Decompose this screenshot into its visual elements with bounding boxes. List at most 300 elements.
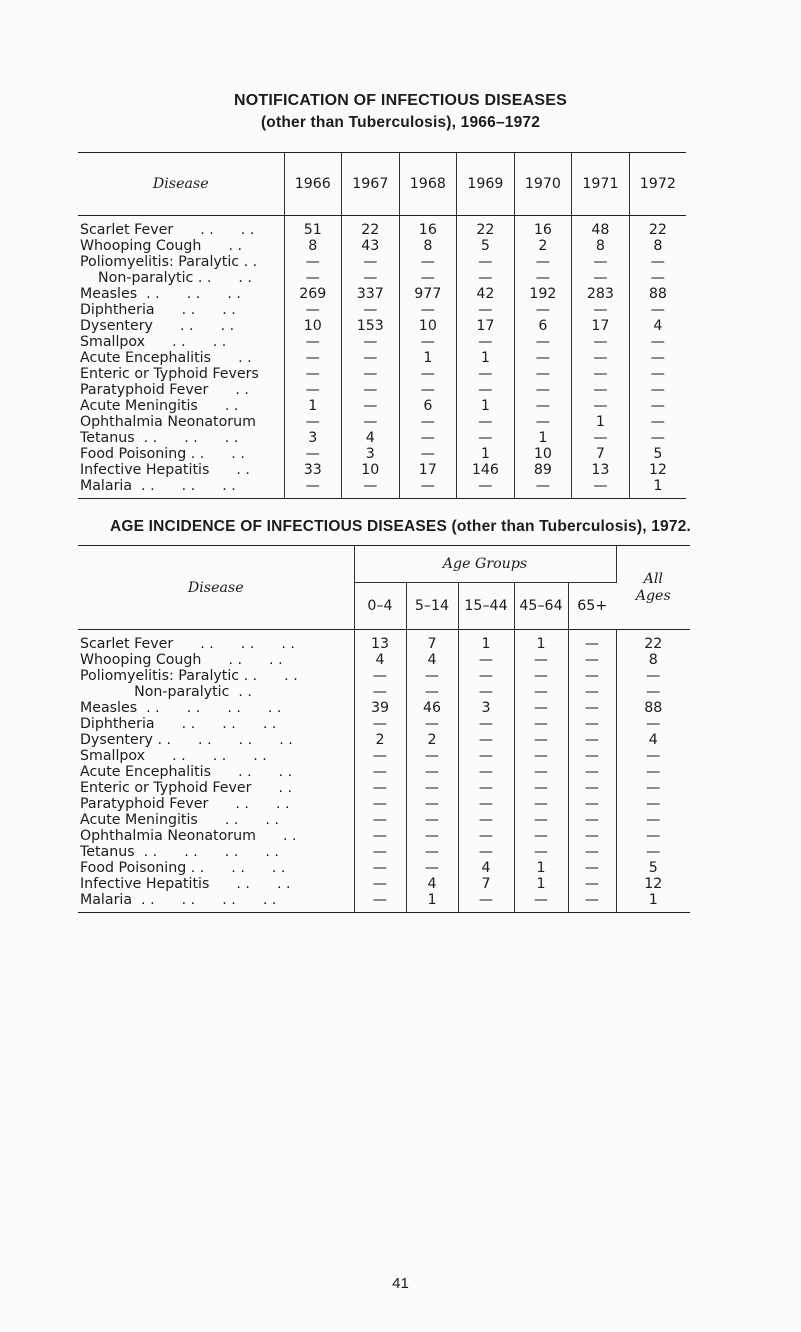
table-cell: — xyxy=(406,780,458,796)
table-cell: 1 xyxy=(284,398,342,414)
table-cell: — xyxy=(406,764,458,780)
table-cell: — xyxy=(342,334,400,350)
table-cell: — xyxy=(616,812,690,828)
table-cell: — xyxy=(616,780,690,796)
table-cell: 12 xyxy=(629,462,686,478)
disease-label: Malaria . . . . . . . . xyxy=(78,892,354,913)
table-cell: — xyxy=(514,812,568,828)
table-cell: 17 xyxy=(572,318,630,334)
disease-label: Food Poisoning . . . . xyxy=(80,446,245,462)
age-group-header: 15–44 xyxy=(458,583,514,630)
table-cell: — xyxy=(568,828,616,844)
year-column-header: 1966 xyxy=(284,153,342,216)
disease-label: Scarlet Fever . . . . xyxy=(80,222,255,238)
table-cell: — xyxy=(406,796,458,812)
table-cell: — xyxy=(572,366,630,382)
table-cell: — xyxy=(399,430,457,446)
table-row xyxy=(78,684,690,700)
table-cell: — xyxy=(406,748,458,764)
table-cell: — xyxy=(406,668,458,684)
disease-label: Measles . . . . . . . . xyxy=(80,700,282,716)
age-groups-header: Age Groups xyxy=(354,546,616,583)
table-cell: — xyxy=(399,382,457,398)
table-cell: — xyxy=(342,366,400,382)
disease-label: Acute Meningitis . . . . xyxy=(80,812,279,828)
table-row xyxy=(78,334,686,350)
table-cell: 17 xyxy=(457,318,515,334)
table-cell: — xyxy=(458,892,514,913)
table-cell: 4 xyxy=(406,876,458,892)
table-cell: — xyxy=(514,732,568,748)
disease-label: Dysentery . . . . . . . . xyxy=(80,732,293,748)
table-cell: — xyxy=(514,270,572,286)
table-cell: 1 xyxy=(457,350,515,366)
table-cell: 4 xyxy=(458,860,514,876)
table-row xyxy=(78,382,686,398)
table-cell: — xyxy=(616,716,690,732)
table-cell: — xyxy=(399,478,457,499)
table-cell: — xyxy=(616,668,690,684)
table-cell: 1 xyxy=(514,430,572,446)
table-cell: — xyxy=(457,254,515,270)
table-cell: — xyxy=(568,780,616,796)
table-cell: 88 xyxy=(629,286,686,302)
table-cell: 2 xyxy=(514,238,572,254)
table-cell: — xyxy=(342,478,400,499)
table-cell: — xyxy=(458,780,514,796)
disease-label: Dysentery . . . . xyxy=(80,318,235,334)
age-group-header: 65+ xyxy=(568,583,616,630)
disease-label: Infective Hepatitis . . . . xyxy=(80,876,291,892)
table-cell: — xyxy=(616,764,690,780)
table-cell: 1 xyxy=(514,876,568,892)
table-cell: 269 xyxy=(284,286,342,302)
table-cell: — xyxy=(457,302,515,318)
disease-label: Enteric or Typhoid Fever . . xyxy=(80,780,292,796)
table-row xyxy=(78,366,686,382)
table-cell: — xyxy=(458,732,514,748)
table-cell: — xyxy=(342,382,400,398)
table-cell: — xyxy=(514,780,568,796)
table-cell: — xyxy=(342,254,400,270)
table-cell: 22 xyxy=(629,216,686,239)
table-cell: — xyxy=(354,780,406,796)
table-cell: — xyxy=(284,382,342,398)
table-cell: — xyxy=(629,398,686,414)
table-cell: — xyxy=(354,828,406,844)
table-cell: — xyxy=(514,844,568,860)
table-cell: — xyxy=(568,892,616,913)
table1-subtitle: (other than Tuberculosis), 1966–1972 xyxy=(260,114,541,131)
table-cell: — xyxy=(406,828,458,844)
table-row xyxy=(78,216,686,239)
table-cell: — xyxy=(514,398,572,414)
table-cell: 43 xyxy=(342,238,400,254)
table-cell: — xyxy=(514,478,572,499)
table-cell: 46 xyxy=(406,700,458,716)
table-cell: — xyxy=(406,812,458,828)
disease-label: Ophthalmia Neonatorum . . xyxy=(80,828,297,844)
table-cell: 10 xyxy=(342,462,400,478)
table-row xyxy=(78,764,690,780)
table-row xyxy=(78,780,690,796)
disease-label: Food Poisoning . . . . . . xyxy=(80,860,286,876)
table-cell: — xyxy=(354,668,406,684)
year-column-header: 1971 xyxy=(572,153,630,216)
table-cell: 17 xyxy=(399,462,457,478)
table-cell: 22 xyxy=(616,630,690,653)
disease-label: Tetanus . . . . . . . . xyxy=(80,844,279,860)
table-cell: — xyxy=(568,732,616,748)
table-cell: 12 xyxy=(616,876,690,892)
table-cell: — xyxy=(568,860,616,876)
table-cell: — xyxy=(284,414,342,430)
table-row xyxy=(78,478,686,499)
table-row xyxy=(78,238,686,254)
table-cell: — xyxy=(354,684,406,700)
table-cell: — xyxy=(354,876,406,892)
table-cell: 5 xyxy=(457,238,515,254)
age-group-header: 0–4 xyxy=(354,583,406,630)
table-cell: 10 xyxy=(399,318,457,334)
table-cell: 1 xyxy=(399,350,457,366)
table-cell: 13 xyxy=(354,630,406,653)
year-column-header: 1969 xyxy=(457,153,515,216)
table-cell: — xyxy=(354,748,406,764)
table-cell: — xyxy=(399,302,457,318)
table-cell: 8 xyxy=(616,652,690,668)
table-cell: 88 xyxy=(616,700,690,716)
table-cell: — xyxy=(568,844,616,860)
table-cell: 89 xyxy=(514,462,572,478)
table-cell: — xyxy=(568,876,616,892)
disease-label: Acute Meningitis . . xyxy=(80,398,239,414)
table-cell: — xyxy=(284,302,342,318)
table-cell: 51 xyxy=(284,216,342,239)
table-cell: — xyxy=(568,630,616,653)
table-cell: 1 xyxy=(457,446,515,462)
disease-label: Acute Encephalitis . . . . xyxy=(80,764,293,780)
table-header-row xyxy=(78,546,690,583)
age-group-header: 5–14 xyxy=(406,583,458,630)
table-cell: — xyxy=(568,652,616,668)
table-cell: — xyxy=(406,716,458,732)
table-cell: — xyxy=(629,270,686,286)
table-cell: 4 xyxy=(629,318,686,334)
table-cell: — xyxy=(514,796,568,812)
disease-column-header: Disease xyxy=(78,153,284,216)
year-column-header: 1970 xyxy=(514,153,572,216)
table-cell: — xyxy=(354,764,406,780)
table-cell: 5 xyxy=(629,446,686,462)
table-cell: — xyxy=(354,892,406,913)
table-cell: — xyxy=(629,366,686,382)
table-row xyxy=(78,430,686,446)
table-cell: 10 xyxy=(284,318,342,334)
table-cell: — xyxy=(406,844,458,860)
disease-label: Ophthalmia Neonatorum xyxy=(80,414,256,430)
table-cell: 8 xyxy=(629,238,686,254)
table-cell: 7 xyxy=(406,630,458,653)
table-cell: — xyxy=(572,302,630,318)
table-row xyxy=(78,668,690,684)
table-cell: — xyxy=(616,828,690,844)
table-row xyxy=(78,446,686,462)
table-row xyxy=(78,716,690,732)
disease-label: Non-paralytic . . . . xyxy=(80,270,252,286)
table-cell: 337 xyxy=(342,286,400,302)
table-cell: 33 xyxy=(284,462,342,478)
age-group-header: 45–64 xyxy=(514,583,568,630)
disease-label: Tetanus . . . . . . xyxy=(80,430,239,446)
table-cell: 16 xyxy=(399,216,457,239)
table-row xyxy=(78,828,690,844)
table-cell: — xyxy=(458,668,514,684)
table-cell: 2 xyxy=(354,732,406,748)
disease-label: Diphtheria . . . . . . xyxy=(80,716,277,732)
table-cell: — xyxy=(514,764,568,780)
table-row xyxy=(78,462,686,478)
table-row xyxy=(78,302,686,318)
table-row xyxy=(78,630,690,653)
table-header-row xyxy=(78,153,686,216)
table-cell: — xyxy=(284,270,342,286)
disease-label: Whooping Cough . . xyxy=(80,238,242,254)
table-cell: — xyxy=(284,366,342,382)
table-row xyxy=(78,414,686,430)
table-cell: — xyxy=(629,414,686,430)
table-cell: — xyxy=(342,398,400,414)
table-cell: — xyxy=(572,398,630,414)
table-cell: — xyxy=(514,748,568,764)
table-cell: — xyxy=(616,796,690,812)
table-cell: — xyxy=(568,668,616,684)
table-cell: — xyxy=(399,334,457,350)
disease-label: Infective Hepatitis . . xyxy=(80,462,250,478)
table-cell: — xyxy=(399,414,457,430)
disease-label: Whooping Cough . . . . xyxy=(80,652,283,668)
table-cell: 42 xyxy=(457,286,515,302)
table-cell: 153 xyxy=(342,318,400,334)
table-cell: — xyxy=(342,350,400,366)
table-cell: — xyxy=(629,334,686,350)
table-cell: 8 xyxy=(399,238,457,254)
year-column-header: 1968 xyxy=(399,153,457,216)
table-cell: 1 xyxy=(572,414,630,430)
table-cell: — xyxy=(572,478,630,499)
table-cell: — xyxy=(629,430,686,446)
table-cell: — xyxy=(572,350,630,366)
table-cell: 1 xyxy=(457,398,515,414)
table-cell: 3 xyxy=(284,430,342,446)
table-cell: 16 xyxy=(514,216,572,239)
table-cell: — xyxy=(399,446,457,462)
table-cell: 39 xyxy=(354,700,406,716)
notification-table xyxy=(78,152,686,499)
table-cell: — xyxy=(514,668,568,684)
table-cell: — xyxy=(629,254,686,270)
table-cell: — xyxy=(572,382,630,398)
table-cell: 13 xyxy=(572,462,630,478)
table-cell: — xyxy=(568,748,616,764)
table-cell: — xyxy=(629,350,686,366)
disease-label: Poliomyelitis: Paralytic . . xyxy=(80,254,258,270)
table-cell: — xyxy=(458,652,514,668)
disease-column-header: Disease xyxy=(78,546,354,630)
table-cell: 146 xyxy=(457,462,515,478)
table-cell: 1 xyxy=(514,860,568,876)
table-cell: — xyxy=(616,748,690,764)
table-cell: — xyxy=(458,684,514,700)
table-cell: 4 xyxy=(354,652,406,668)
table-cell: 22 xyxy=(342,216,400,239)
table-cell: 283 xyxy=(572,286,630,302)
all-ages-header-line2: Ages xyxy=(635,587,671,604)
table-cell: 8 xyxy=(284,238,342,254)
table-cell: — xyxy=(457,414,515,430)
table-cell: — xyxy=(568,684,616,700)
table-cell: — xyxy=(629,302,686,318)
table-cell: — xyxy=(406,684,458,700)
table-cell: — xyxy=(629,382,686,398)
table-cell: — xyxy=(284,350,342,366)
table-cell: — xyxy=(354,796,406,812)
table-cell: — xyxy=(514,716,568,732)
table-row xyxy=(78,270,686,286)
table-cell: — xyxy=(457,382,515,398)
table-cell: — xyxy=(572,270,630,286)
table-cell: 1 xyxy=(458,630,514,653)
table-row xyxy=(78,876,690,892)
disease-label: Smallpox . . . . xyxy=(80,334,227,350)
table-cell: 192 xyxy=(514,286,572,302)
table-cell: — xyxy=(284,254,342,270)
table2-title: AGE INCIDENCE OF INFECTIOUS DISEASES (other than Tuberculosis), 1972. xyxy=(109,518,692,535)
table-cell: — xyxy=(342,302,400,318)
table-cell: 3 xyxy=(342,446,400,462)
table-cell: — xyxy=(458,828,514,844)
table-cell: — xyxy=(399,254,457,270)
table-cell: 5 xyxy=(616,860,690,876)
table-cell: — xyxy=(457,334,515,350)
table-cell: — xyxy=(572,334,630,350)
table-cell: — xyxy=(572,254,630,270)
table-cell: — xyxy=(342,270,400,286)
table-cell: — xyxy=(354,860,406,876)
table-cell: 1 xyxy=(406,892,458,913)
table-cell: 1 xyxy=(616,892,690,913)
table-cell: 8 xyxy=(572,238,630,254)
table-cell: — xyxy=(568,716,616,732)
disease-label: Acute Encephalitis . . xyxy=(80,350,252,366)
table-cell: — xyxy=(457,478,515,499)
table-cell: 1 xyxy=(514,630,568,653)
table-cell: — xyxy=(568,764,616,780)
table-cell: 22 xyxy=(457,216,515,239)
table-cell: — xyxy=(514,414,572,430)
disease-label: Enteric or Typhoid Fevers xyxy=(80,366,259,382)
table-cell: — xyxy=(514,334,572,350)
table-row xyxy=(78,732,690,748)
table-row xyxy=(78,318,686,334)
table-cell: — xyxy=(514,366,572,382)
table-cell: — xyxy=(568,812,616,828)
disease-label: Smallpox . . . . . . xyxy=(80,748,267,764)
table-cell: — xyxy=(568,796,616,812)
table-cell: — xyxy=(514,700,568,716)
table-row xyxy=(78,892,690,913)
table-cell: — xyxy=(616,844,690,860)
table-cell: — xyxy=(572,430,630,446)
table-cell: — xyxy=(457,270,515,286)
table-cell: — xyxy=(399,270,457,286)
table-cell: 977 xyxy=(399,286,457,302)
table-cell: — xyxy=(457,366,515,382)
table-cell: 48 xyxy=(572,216,630,239)
table-cell: 7 xyxy=(572,446,630,462)
disease-label: Diphtheria . . . . xyxy=(80,302,236,318)
table-row xyxy=(78,700,690,716)
table-row xyxy=(78,254,686,270)
table-cell: — xyxy=(458,764,514,780)
table-cell: — xyxy=(514,350,572,366)
table-cell: 1 xyxy=(629,478,686,499)
table-cell: 2 xyxy=(406,732,458,748)
table-cell: — xyxy=(568,700,616,716)
table-cell: — xyxy=(354,844,406,860)
table-cell: — xyxy=(284,334,342,350)
table-row xyxy=(78,796,690,812)
table-cell: — xyxy=(399,366,457,382)
year-column-header: 1972 xyxy=(629,153,686,216)
all-ages-header xyxy=(616,546,690,630)
table-cell: — xyxy=(406,860,458,876)
table-cell: — xyxy=(458,812,514,828)
table-cell: 4 xyxy=(342,430,400,446)
table-cell: — xyxy=(342,414,400,430)
disease-label: Paratyphoid Fever . . xyxy=(80,382,249,398)
all-ages-header-line1: All xyxy=(643,570,663,587)
table-row xyxy=(78,860,690,876)
table-row xyxy=(78,286,686,302)
table-cell: — xyxy=(514,828,568,844)
table-cell: — xyxy=(514,652,568,668)
table-cell: — xyxy=(514,382,572,398)
disease-label: Paratyphoid Fever . . . . xyxy=(80,796,290,812)
table-row xyxy=(78,398,686,414)
disease-label: Scarlet Fever . . . . . . xyxy=(80,636,295,652)
table-cell: — xyxy=(354,812,406,828)
disease-label: Measles . . . . . . xyxy=(80,286,241,302)
table-cell: — xyxy=(514,302,572,318)
disease-label: Poliomyelitis: Paralytic . . . . xyxy=(80,668,298,684)
table-cell: — xyxy=(514,892,568,913)
age-incidence-table xyxy=(78,545,690,913)
table-cell: — xyxy=(354,716,406,732)
table-cell: — xyxy=(284,478,342,499)
table-cell: — xyxy=(458,796,514,812)
table-cell: 4 xyxy=(616,732,690,748)
table1-title: NOTIFICATION OF INFECTIOUS DISEASES xyxy=(234,92,567,109)
table-cell: 4 xyxy=(406,652,458,668)
table-row xyxy=(78,748,690,764)
page-number: 41 xyxy=(392,1275,409,1292)
table-cell: — xyxy=(284,446,342,462)
table-row xyxy=(78,844,690,860)
table-cell: — xyxy=(458,716,514,732)
table-cell: — xyxy=(458,748,514,764)
table-cell: — xyxy=(457,430,515,446)
